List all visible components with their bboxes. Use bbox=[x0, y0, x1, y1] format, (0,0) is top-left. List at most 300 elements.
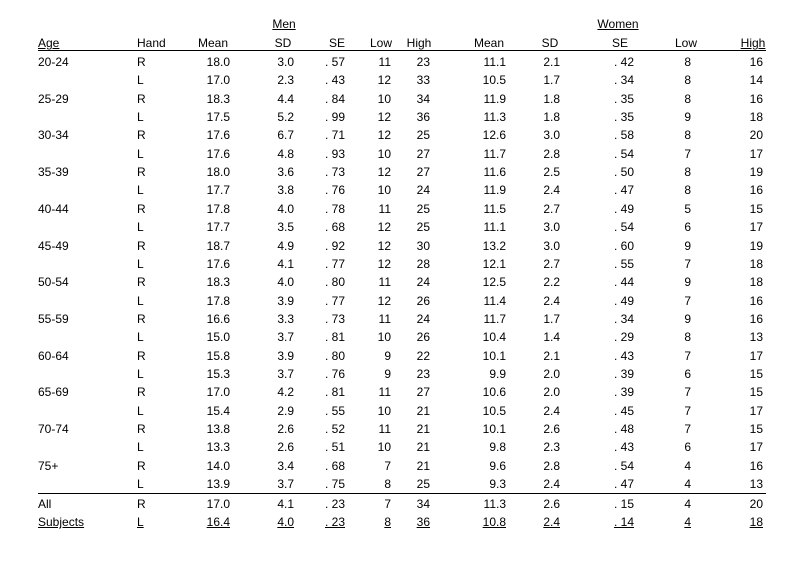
women-mean-cell: 11.1 bbox=[483, 55, 506, 69]
women-sd-cell: 2.1 bbox=[543, 55, 560, 69]
women-low-cell: 4 bbox=[684, 477, 691, 492]
men-mean-cell: 18.3 bbox=[206, 91, 230, 106]
col-header-men-sd: SD bbox=[274, 36, 292, 50]
women-mean-cell: 11.7 bbox=[483, 146, 506, 161]
men-low-cell: 11 bbox=[378, 275, 391, 290]
men-mean-cell: 17.0 bbox=[206, 73, 230, 88]
hand-cell: L bbox=[137, 110, 144, 125]
men-se-cell: . 73 bbox=[324, 311, 345, 326]
women-se-cell: . 47 bbox=[613, 477, 634, 492]
men-mean-cell: 17.0 bbox=[206, 497, 230, 511]
women-se-cell: . 44 bbox=[613, 275, 634, 290]
men-high-cell: 25 bbox=[416, 128, 430, 143]
women-se-cell: . 58 bbox=[613, 128, 634, 143]
women-high-cell: 19 bbox=[749, 238, 763, 253]
hand-cell: R bbox=[137, 201, 146, 216]
col-header-men-se: SE bbox=[328, 36, 346, 50]
women-sd-cell: 2.7 bbox=[543, 256, 560, 271]
women-se-cell: . 29 bbox=[613, 330, 634, 345]
men-mean-cell: 17.6 bbox=[206, 146, 230, 161]
col-header-men-mean: Mean bbox=[197, 36, 229, 50]
women-low-cell: 4 bbox=[684, 515, 691, 529]
men-mean-cell: 18.0 bbox=[206, 165, 230, 180]
women-low-cell: 7 bbox=[684, 348, 691, 363]
men-low-cell: 10 bbox=[377, 91, 391, 106]
men-sd-cell: 4.2 bbox=[277, 385, 294, 400]
men-low-cell: 12 bbox=[377, 220, 391, 235]
men-sd-cell: 6.7 bbox=[277, 128, 294, 143]
age-group-label: 45-49 bbox=[38, 238, 69, 253]
women-high-cell: 18 bbox=[749, 256, 763, 271]
women-mean-cell: 11.3 bbox=[483, 497, 506, 511]
men-sd-cell: 4.9 bbox=[277, 238, 294, 253]
men-high-cell: 36 bbox=[416, 110, 430, 125]
men-low-cell: 7 bbox=[384, 497, 391, 511]
women-high-cell: 17 bbox=[749, 403, 763, 418]
age-group-label: 35-39 bbox=[38, 165, 69, 180]
men-sd-cell: 4.1 bbox=[277, 256, 294, 271]
hand-cell: R bbox=[137, 348, 146, 363]
hand-cell: R bbox=[137, 422, 146, 436]
women-mean-cell: 11.4 bbox=[483, 293, 506, 308]
age-group-label: 60-64 bbox=[38, 348, 69, 363]
women-high-cell: 17 bbox=[749, 220, 763, 235]
women-mean-cell: 10.8 bbox=[482, 515, 506, 529]
men-se-cell: . 57 bbox=[324, 55, 345, 69]
women-se-cell: . 60 bbox=[613, 238, 634, 253]
men-low-cell: 12 bbox=[377, 128, 391, 143]
women-mean-cell: 11.7 bbox=[483, 311, 506, 326]
women-low-cell: 8 bbox=[684, 73, 691, 88]
men-sd-cell: 3.6 bbox=[277, 165, 294, 180]
men-se-cell: . 73 bbox=[324, 165, 345, 180]
women-mean-cell: 10.5 bbox=[482, 73, 506, 88]
men-se-cell: . 52 bbox=[324, 422, 345, 436]
men-se-cell: . 80 bbox=[324, 275, 345, 290]
men-se-cell: . 93 bbox=[324, 146, 345, 161]
women-sd-cell: 2.4 bbox=[543, 183, 560, 198]
women-sd-cell: 1.7 bbox=[543, 73, 560, 88]
men-high-cell: 21 bbox=[416, 458, 430, 473]
age-group-label: 25-29 bbox=[38, 91, 69, 106]
women-mean-cell: 10.5 bbox=[482, 403, 506, 418]
women-sd-cell: 2.1 bbox=[543, 348, 560, 363]
women-se-cell: . 42 bbox=[613, 55, 634, 69]
women-sd-cell: 2.4 bbox=[543, 477, 560, 492]
women-high-cell: 13 bbox=[749, 477, 763, 492]
age-group-label: 75+ bbox=[38, 458, 59, 473]
women-low-cell: 7 bbox=[684, 146, 691, 161]
men-sd-cell: 3.4 bbox=[277, 458, 294, 473]
hand-cell: L bbox=[137, 183, 144, 198]
men-high-cell: 25 bbox=[416, 220, 430, 235]
women-sd-cell: 2.0 bbox=[543, 385, 560, 400]
men-low-cell: 10 bbox=[377, 146, 391, 161]
women-low-cell: 8 bbox=[684, 183, 691, 198]
hand-cell: R bbox=[137, 275, 146, 290]
women-sd-cell: 2.5 bbox=[543, 165, 560, 180]
men-se-cell: . 77 bbox=[324, 256, 345, 271]
women-high-cell: 20 bbox=[749, 497, 763, 511]
men-sd-cell: 3.9 bbox=[277, 348, 294, 363]
men-mean-cell: 18.3 bbox=[206, 275, 230, 290]
women-se-cell: . 45 bbox=[613, 403, 634, 418]
men-low-cell: 11 bbox=[378, 422, 391, 436]
col-header-men-low: Low bbox=[369, 36, 393, 50]
women-mean-cell: 11.9 bbox=[483, 183, 506, 198]
col-header-age: Age bbox=[38, 36, 60, 50]
col-header-hand: Hand bbox=[137, 36, 166, 50]
men-sd-cell: 4.1 bbox=[277, 497, 294, 511]
men-sd-cell: 4.4 bbox=[277, 91, 294, 106]
men-low-cell: 10 bbox=[377, 440, 391, 455]
women-high-cell: 16 bbox=[749, 55, 763, 69]
age-group-label: Subjects bbox=[38, 515, 85, 529]
men-high-cell: 24 bbox=[416, 311, 430, 326]
women-se-cell: . 54 bbox=[613, 220, 634, 235]
women-sd-cell: 1.4 bbox=[543, 330, 560, 345]
women-se-cell: . 39 bbox=[613, 385, 634, 400]
col-header-women-low: Low bbox=[674, 36, 698, 50]
women-high-cell: 19 bbox=[749, 165, 763, 180]
hand-cell: R bbox=[137, 128, 146, 143]
women-high-cell: 15 bbox=[749, 201, 763, 216]
men-se-cell: . 77 bbox=[324, 293, 345, 308]
hand-cell: L bbox=[137, 256, 144, 271]
women-sd-cell: 2.0 bbox=[543, 366, 560, 381]
men-se-cell: . 80 bbox=[324, 348, 345, 363]
age-group-label: 55-59 bbox=[38, 311, 69, 326]
men-high-cell: 26 bbox=[416, 293, 430, 308]
age-group-label: 20-24 bbox=[38, 55, 69, 69]
men-mean-cell: 15.8 bbox=[206, 348, 230, 363]
women-high-cell: 17 bbox=[749, 146, 763, 161]
men-high-cell: 33 bbox=[416, 73, 430, 88]
women-low-cell: 8 bbox=[684, 330, 691, 345]
men-high-cell: 24 bbox=[416, 183, 430, 198]
women-mean-cell: 10.6 bbox=[482, 385, 506, 400]
women-high-cell: 16 bbox=[749, 458, 763, 473]
men-high-cell: 22 bbox=[416, 348, 430, 363]
men-mean-cell: 17.8 bbox=[206, 201, 230, 216]
women-low-cell: 4 bbox=[684, 497, 691, 511]
men-sd-cell: 2.6 bbox=[277, 440, 294, 455]
men-mean-cell: 15.0 bbox=[206, 330, 230, 345]
hand-cell: L bbox=[137, 440, 144, 455]
hand-cell: L bbox=[137, 403, 144, 418]
women-low-cell: 8 bbox=[684, 91, 691, 106]
men-low-cell: 9 bbox=[384, 348, 391, 363]
women-se-cell: . 43 bbox=[613, 348, 634, 363]
men-high-cell: 27 bbox=[416, 165, 430, 180]
men-se-cell: . 23 bbox=[324, 497, 345, 511]
men-high-cell: 23 bbox=[416, 366, 430, 381]
men-se-cell: . 81 bbox=[324, 330, 345, 345]
men-low-cell: 12 bbox=[377, 165, 391, 180]
men-mean-cell: 13.9 bbox=[206, 477, 230, 492]
men-high-cell: 25 bbox=[416, 477, 430, 492]
age-group-label: 30-34 bbox=[38, 128, 69, 143]
men-low-cell: 8 bbox=[384, 477, 391, 492]
hand-cell: L bbox=[137, 146, 144, 161]
women-sd-cell: 2.6 bbox=[543, 497, 560, 511]
men-se-cell: . 76 bbox=[324, 183, 345, 198]
women-se-cell: . 54 bbox=[613, 146, 634, 161]
men-se-cell: . 78 bbox=[324, 201, 345, 216]
women-mean-cell: 9.8 bbox=[489, 440, 506, 455]
men-sd-cell: 2.3 bbox=[277, 73, 294, 88]
women-sd-cell: 2.6 bbox=[543, 422, 560, 436]
women-sd-cell: 2.8 bbox=[543, 146, 560, 161]
women-se-cell: . 49 bbox=[613, 293, 634, 308]
men-high-cell: 34 bbox=[416, 91, 430, 106]
women-high-cell: 17 bbox=[749, 440, 763, 455]
men-low-cell: 8 bbox=[384, 515, 391, 529]
women-low-cell: 9 bbox=[684, 311, 691, 326]
women-se-cell: . 34 bbox=[613, 73, 634, 88]
women-mean-cell: 11.6 bbox=[483, 165, 506, 180]
women-mean-cell: 12.1 bbox=[482, 256, 506, 271]
women-high-cell: 16 bbox=[749, 311, 763, 326]
women-se-cell: . 55 bbox=[613, 256, 634, 271]
men-se-cell: . 99 bbox=[324, 110, 345, 125]
women-low-cell: 7 bbox=[684, 403, 691, 418]
men-mean-cell: 17.7 bbox=[206, 220, 230, 235]
men-mean-cell: 17.0 bbox=[206, 385, 230, 400]
women-high-cell: 13 bbox=[749, 330, 763, 345]
men-sd-cell: 3.7 bbox=[277, 477, 294, 492]
women-sd-cell: 1.7 bbox=[543, 311, 560, 326]
men-low-cell: 10 bbox=[377, 183, 391, 198]
women-sd-cell: 3.0 bbox=[543, 128, 560, 143]
women-low-cell: 8 bbox=[684, 165, 691, 180]
men-high-cell: 27 bbox=[416, 385, 430, 400]
men-se-cell: . 75 bbox=[324, 477, 345, 492]
men-low-cell: 11 bbox=[378, 55, 391, 69]
men-se-cell: . 84 bbox=[324, 91, 345, 106]
col-header-women-se: SE bbox=[611, 36, 629, 50]
women-low-cell: 8 bbox=[684, 55, 691, 69]
age-group-label: 65-69 bbox=[38, 385, 69, 400]
men-sd-cell: 3.9 bbox=[277, 293, 294, 308]
women-low-cell: 7 bbox=[684, 422, 691, 436]
men-sd-cell: 4.0 bbox=[277, 201, 294, 216]
women-mean-cell: 11.5 bbox=[483, 201, 506, 216]
women-sd-cell: 3.0 bbox=[543, 220, 560, 235]
women-mean-cell: 9.6 bbox=[489, 458, 506, 473]
women-sd-cell: 2.4 bbox=[543, 515, 560, 529]
women-mean-cell: 11.1 bbox=[483, 220, 506, 235]
women-high-cell: 14 bbox=[749, 73, 763, 88]
men-sd-cell: 4.0 bbox=[277, 515, 294, 529]
women-sd-cell: 2.7 bbox=[543, 201, 560, 216]
women-sd-cell: 2.2 bbox=[543, 275, 560, 290]
women-high-cell: 17 bbox=[749, 348, 763, 363]
hand-cell: R bbox=[137, 458, 146, 473]
women-low-cell: 6 bbox=[684, 440, 691, 455]
men-mean-cell: 13.8 bbox=[206, 422, 230, 436]
women-low-cell: 7 bbox=[684, 293, 691, 308]
women-high-cell: 18 bbox=[749, 515, 763, 529]
men-sd-cell: 3.0 bbox=[277, 55, 294, 69]
women-low-cell: 9 bbox=[684, 238, 691, 253]
men-se-cell: . 92 bbox=[324, 238, 345, 253]
men-low-cell: 10 bbox=[377, 330, 391, 345]
women-mean-cell: 11.3 bbox=[483, 110, 506, 125]
women-sd-cell: 1.8 bbox=[543, 91, 560, 106]
men-low-cell: 12 bbox=[377, 73, 391, 88]
men-sd-cell: 5.2 bbox=[277, 110, 294, 125]
women-high-cell: 18 bbox=[749, 110, 763, 125]
men-high-cell: 28 bbox=[416, 256, 430, 271]
women-se-cell: . 35 bbox=[613, 91, 634, 106]
men-high-cell: 25 bbox=[416, 201, 430, 216]
men-mean-cell: 15.4 bbox=[206, 403, 230, 418]
women-high-cell: 15 bbox=[749, 385, 763, 400]
men-se-cell: . 43 bbox=[324, 73, 345, 88]
hand-cell: R bbox=[137, 238, 146, 253]
men-sd-cell: 4.8 bbox=[277, 146, 294, 161]
women-se-cell: . 50 bbox=[613, 165, 634, 180]
men-mean-cell: 16.4 bbox=[206, 515, 230, 529]
men-high-cell: 21 bbox=[416, 440, 430, 455]
women-mean-cell: 10.1 bbox=[482, 422, 506, 436]
age-group-label: All bbox=[38, 497, 52, 511]
men-high-cell: 23 bbox=[416, 55, 430, 69]
men-high-cell: 27 bbox=[416, 146, 430, 161]
women-high-cell: 15 bbox=[749, 422, 763, 436]
hand-cell: L bbox=[137, 220, 144, 235]
women-high-cell: 16 bbox=[749, 293, 763, 308]
women-se-cell: . 14 bbox=[613, 515, 634, 529]
men-mean-cell: 17.5 bbox=[206, 110, 230, 125]
men-high-cell: 26 bbox=[416, 330, 430, 345]
men-low-cell: 11 bbox=[378, 311, 391, 326]
women-sd-cell: 2.4 bbox=[543, 403, 560, 418]
men-low-cell: 11 bbox=[378, 201, 391, 216]
header-rule bbox=[38, 50, 766, 51]
women-sd-cell: 1.8 bbox=[543, 110, 560, 125]
hand-cell: R bbox=[137, 165, 146, 180]
hand-cell: R bbox=[137, 55, 146, 69]
women-se-cell: . 47 bbox=[613, 183, 634, 198]
col-header-women-sd: SD bbox=[541, 36, 559, 50]
women-se-cell: . 48 bbox=[613, 422, 634, 436]
hand-cell: L bbox=[137, 330, 144, 345]
men-mean-cell: 15.3 bbox=[206, 366, 230, 381]
women-mean-cell: 12.6 bbox=[482, 128, 506, 143]
women-se-cell: . 39 bbox=[613, 366, 634, 381]
col-header-men-high: High bbox=[406, 36, 432, 50]
men-se-cell: . 76 bbox=[324, 366, 345, 381]
women-low-cell: 4 bbox=[684, 458, 691, 473]
col-header-women-mean: Mean bbox=[473, 36, 505, 50]
men-low-cell: 12 bbox=[377, 238, 391, 253]
men-low-cell: 11 bbox=[378, 385, 391, 400]
age-group-label: 50-54 bbox=[38, 275, 69, 290]
hand-cell: L bbox=[137, 477, 144, 492]
men-se-cell: . 71 bbox=[324, 128, 345, 143]
men-sd-cell: 4.0 bbox=[277, 275, 294, 290]
men-mean-cell: 13.3 bbox=[206, 440, 230, 455]
men-low-cell: 10 bbox=[377, 403, 391, 418]
women-sd-cell: 2.4 bbox=[543, 293, 560, 308]
women-mean-cell: 13.2 bbox=[482, 238, 506, 253]
women-low-cell: 7 bbox=[684, 385, 691, 400]
men-mean-cell: 18.0 bbox=[206, 55, 230, 69]
men-mean-cell: 17.8 bbox=[206, 293, 230, 308]
men-high-cell: 36 bbox=[416, 515, 430, 529]
men-mean-cell: 16.6 bbox=[206, 311, 230, 326]
men-sd-cell: 3.5 bbox=[277, 220, 294, 235]
hand-cell: R bbox=[137, 385, 146, 400]
women-high-cell: 16 bbox=[749, 183, 763, 198]
women-high-cell: 20 bbox=[749, 128, 763, 143]
women-mean-cell: 12.5 bbox=[482, 275, 506, 290]
men-mean-cell: 17.6 bbox=[206, 128, 230, 143]
hand-cell: R bbox=[137, 311, 146, 326]
women-mean-cell: 9.9 bbox=[489, 366, 506, 381]
age-group-label: 40-44 bbox=[38, 201, 69, 216]
men-high-cell: 21 bbox=[416, 403, 430, 418]
women-high-cell: 16 bbox=[749, 91, 763, 106]
women-mean-cell: 10.1 bbox=[482, 348, 506, 363]
hand-cell: L bbox=[137, 293, 144, 308]
women-se-cell: . 54 bbox=[613, 458, 634, 473]
hand-cell: L bbox=[137, 366, 144, 381]
women-low-cell: 9 bbox=[684, 275, 691, 290]
men-mean-cell: 14.0 bbox=[206, 458, 230, 473]
men-mean-cell: 17.6 bbox=[206, 256, 230, 271]
group-header-men: Men bbox=[272, 17, 296, 31]
men-high-cell: 21 bbox=[416, 422, 430, 436]
men-low-cell: 9 bbox=[384, 366, 391, 381]
men-sd-cell: 2.6 bbox=[277, 422, 294, 436]
women-low-cell: 5 bbox=[684, 201, 691, 216]
women-sd-cell: 2.3 bbox=[543, 440, 560, 455]
col-header-women-high: High bbox=[740, 36, 766, 50]
hand-cell: L bbox=[137, 515, 144, 529]
men-mean-cell: 17.7 bbox=[206, 183, 230, 198]
women-sd-cell: 2.8 bbox=[543, 458, 560, 473]
men-sd-cell: 3.3 bbox=[277, 311, 294, 326]
women-se-cell: . 15 bbox=[613, 497, 634, 511]
men-se-cell: . 51 bbox=[324, 440, 345, 455]
women-mean-cell: 10.4 bbox=[482, 330, 506, 345]
men-high-cell: 34 bbox=[416, 497, 430, 511]
women-low-cell: 6 bbox=[684, 220, 691, 235]
men-se-cell: . 81 bbox=[324, 385, 345, 400]
men-sd-cell: 3.7 bbox=[277, 330, 294, 345]
hand-cell: R bbox=[137, 497, 146, 511]
hand-cell: L bbox=[137, 73, 144, 88]
men-se-cell: . 68 bbox=[324, 220, 345, 235]
men-low-cell: 7 bbox=[384, 458, 391, 473]
women-mean-cell: 11.9 bbox=[483, 91, 506, 106]
men-sd-cell: 2.9 bbox=[277, 403, 294, 418]
women-low-cell: 9 bbox=[684, 110, 691, 125]
women-high-cell: 18 bbox=[749, 275, 763, 290]
women-se-cell: . 34 bbox=[613, 311, 634, 326]
women-low-cell: 8 bbox=[684, 128, 691, 143]
women-mean-cell: 9.3 bbox=[489, 477, 506, 492]
men-high-cell: 30 bbox=[416, 238, 430, 253]
women-high-cell: 15 bbox=[749, 366, 763, 381]
women-low-cell: 6 bbox=[684, 366, 691, 381]
women-se-cell: . 35 bbox=[613, 110, 634, 125]
hand-cell: R bbox=[137, 91, 146, 106]
men-low-cell: 12 bbox=[377, 110, 391, 125]
